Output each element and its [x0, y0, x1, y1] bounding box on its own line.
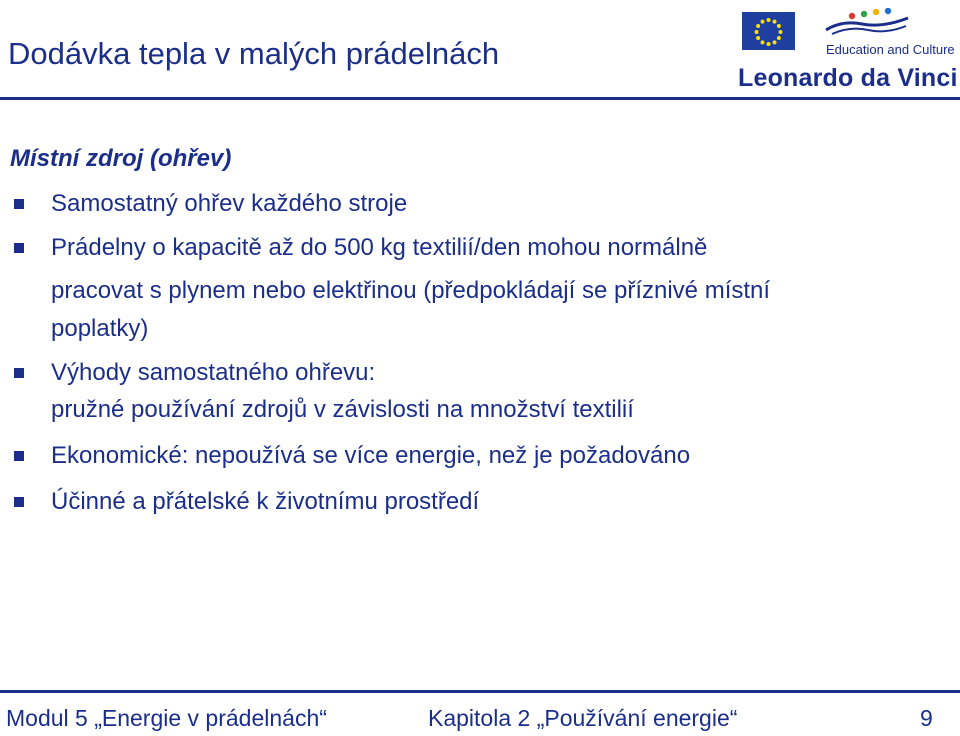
- footer-divider: [0, 690, 960, 693]
- footer-module: Modul 5 „Energie v prádelnách“: [6, 705, 327, 731]
- slide-title: Dodávka tepla v malých prádelnách: [8, 36, 500, 71]
- bullet-square-icon: [14, 451, 24, 461]
- list-item: Účinné a přátelské k životnímu prostředí: [51, 488, 480, 515]
- header-divider: [0, 97, 960, 100]
- education-culture-logo-icon: [822, 8, 912, 40]
- bullet-square-icon: [14, 243, 24, 253]
- list-item: Výhody samostatného ohřevu:: [51, 359, 376, 386]
- eu-flag-icon: [742, 12, 795, 50]
- list-item: Prádelny o kapacitě až do 500 kg textilií/den mohou normálně: [51, 234, 708, 261]
- leonardo-da-vinci-logo: [738, 6, 956, 94]
- list-item-continuation: pracovat s plynem nebo elektřinou (předpokládají se příznivé místní: [51, 277, 771, 304]
- leonardo-da-vinci-label: Leonardo da Vinci: [738, 64, 958, 92]
- list-item-continuation: pružné používání zdrojů v závislosti na množství textilií: [51, 396, 634, 423]
- footer-chapter: Kapitola 2 „Používání energie“: [428, 705, 738, 731]
- bullet-square-icon: [14, 368, 24, 378]
- section-heading: Místní zdroj (ohřev): [10, 145, 232, 172]
- bullet-square-icon: [14, 199, 24, 209]
- education-culture-label: Education and Culture: [826, 42, 955, 57]
- list-item: Ekonomické: nepoužívá se více energie, než je požadováno: [51, 442, 691, 469]
- list-item-continuation: poplatky): [51, 315, 149, 342]
- page-number: 9: [920, 705, 933, 731]
- list-item: Samostatný ohřev každého stroje: [51, 190, 408, 217]
- bullet-square-icon: [14, 497, 24, 507]
